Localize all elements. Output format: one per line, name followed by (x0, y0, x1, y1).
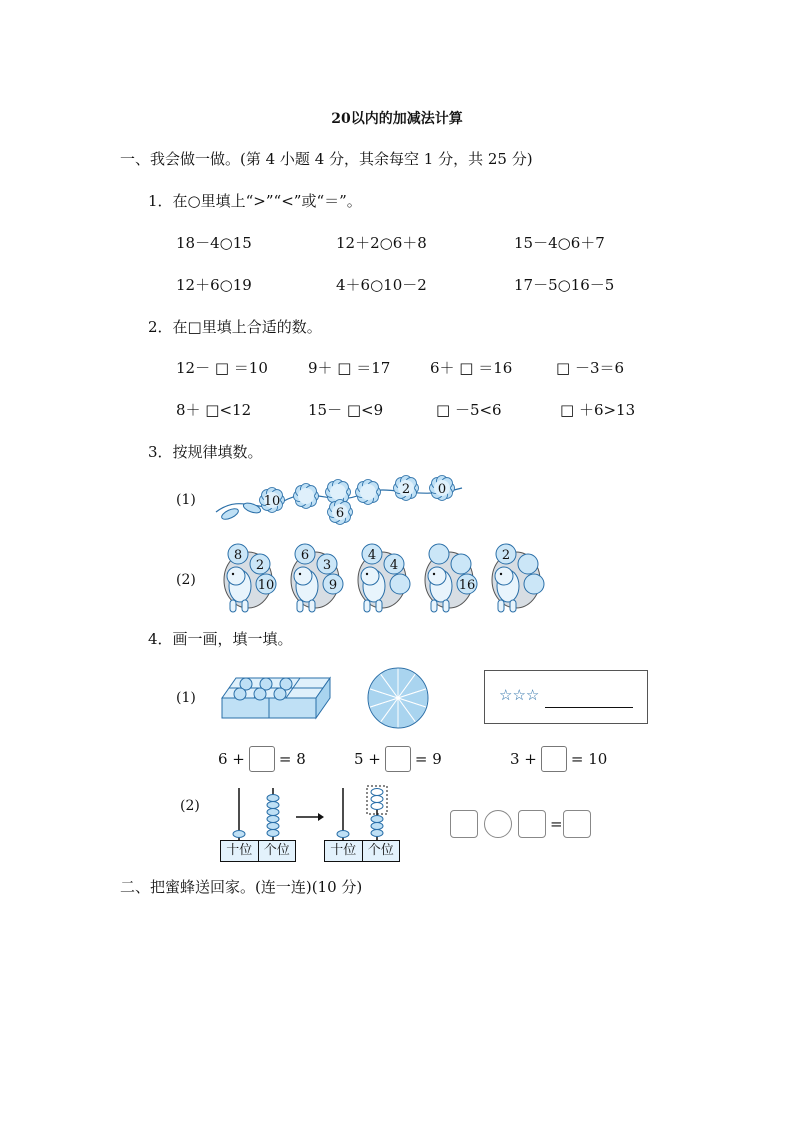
apple-number: 8 (233, 548, 243, 563)
q4-eq-1: 6 + = 8 (218, 746, 306, 772)
q2-item: 15－ □<9 (308, 401, 384, 419)
apple-number: 10 (257, 578, 275, 593)
flower (394, 476, 419, 501)
abacus-before (220, 784, 296, 862)
pie-divided-image (366, 666, 430, 730)
q1-item: 12＋6○19 (176, 276, 252, 294)
answer-box[interactable] (563, 810, 591, 838)
abacus-after (324, 784, 400, 862)
hedgehog (492, 544, 544, 612)
answer-box[interactable] (541, 746, 567, 772)
answer-box[interactable] (249, 746, 275, 772)
q4-sub2-label: (2) (180, 798, 200, 814)
tens-label: 十位 (325, 841, 363, 861)
star-box (484, 670, 648, 724)
q1-item: 12＋2○6＋8 (336, 234, 427, 252)
q4-eq-2: 5 + = 9 (354, 746, 442, 772)
flower (260, 488, 285, 513)
answer-box[interactable] (385, 746, 411, 772)
q2-item: □ －3＝6 (556, 359, 625, 377)
flower (356, 480, 381, 505)
q3-prompt: 3．按规律填数。 (148, 443, 263, 461)
q4-prompt: 4．画一画，填一填。 (148, 630, 293, 648)
apple-number: 2 (501, 548, 511, 563)
q1-prompt: 1．在○里填上“>”“<”或“＝”。 (148, 192, 362, 210)
operator-circle[interactable] (484, 810, 512, 838)
q2-prompt: 2．在□里填上合适的数。 (148, 318, 322, 336)
q1-item: 4＋6○10－2 (336, 276, 427, 294)
q2-item: □ －5<6 (436, 401, 502, 419)
abacus-rods (220, 784, 296, 840)
flower-number: 2 (401, 482, 411, 497)
hedgehog (291, 544, 343, 612)
apple-box-image (216, 674, 332, 722)
apple-number: 4 (367, 548, 377, 563)
flower (328, 500, 353, 525)
flower (294, 484, 319, 509)
apple-number: 2 (255, 558, 265, 573)
q2-item: 8＋ □<12 (176, 401, 252, 419)
arrow-right-icon (296, 812, 324, 822)
q2-item: 6＋ □ ＝16 (430, 359, 513, 377)
answer-box[interactable] (450, 810, 478, 838)
q3-sub2-label: (2) (176, 572, 196, 588)
section-2-heading: 二、把蜜蜂送回家。(连一连)(10 分) (120, 878, 363, 896)
flower-number: 0 (437, 482, 447, 497)
q2-item: 12－ □ ＝10 (176, 359, 268, 377)
q1-item: 17－5○16－5 (514, 276, 615, 294)
stars-text: ☆☆☆ (499, 686, 540, 704)
q4-sub1-label: (1) (176, 690, 196, 706)
q2-item: 9＋ □ ＝17 (308, 359, 391, 377)
hedgehog (358, 544, 410, 612)
ones-label: 个位 (263, 843, 290, 858)
apple-number: 3 (322, 558, 332, 573)
flower-number: 6 (335, 506, 345, 521)
apple-number: 9 (328, 578, 338, 593)
flower (430, 476, 455, 501)
hedgehog (425, 544, 477, 612)
equals-sign: = (550, 815, 563, 833)
flower-number: 10 (263, 494, 281, 509)
q4-eq-3: 3 + = 10 (510, 746, 607, 772)
q3-sub1-label: (1) (176, 492, 196, 508)
answer-box[interactable] (518, 810, 546, 838)
hedgehog-row (216, 540, 556, 616)
hedgehog (224, 544, 276, 612)
q1-item: 15－4○6＋7 (514, 234, 605, 252)
flower-vine (212, 472, 472, 532)
apple-number: 6 (300, 548, 310, 563)
section-1-heading: 一、我会做一做。(第 4 小题 4 分，其余每空 1 分，共 25 分) (120, 150, 533, 168)
abacus-rods (324, 784, 400, 840)
answer-line[interactable] (545, 707, 633, 708)
apple-number: 16 (458, 578, 476, 593)
q1-item: 18－4○15 (176, 234, 252, 252)
ones-label: 个位 (367, 843, 394, 858)
apple-number: 4 (389, 558, 399, 573)
q2-item: □ ＋6>13 (560, 401, 636, 419)
tens-label: 十位 (221, 841, 259, 861)
page-title: 20以内的加减法计算 (331, 111, 463, 127)
